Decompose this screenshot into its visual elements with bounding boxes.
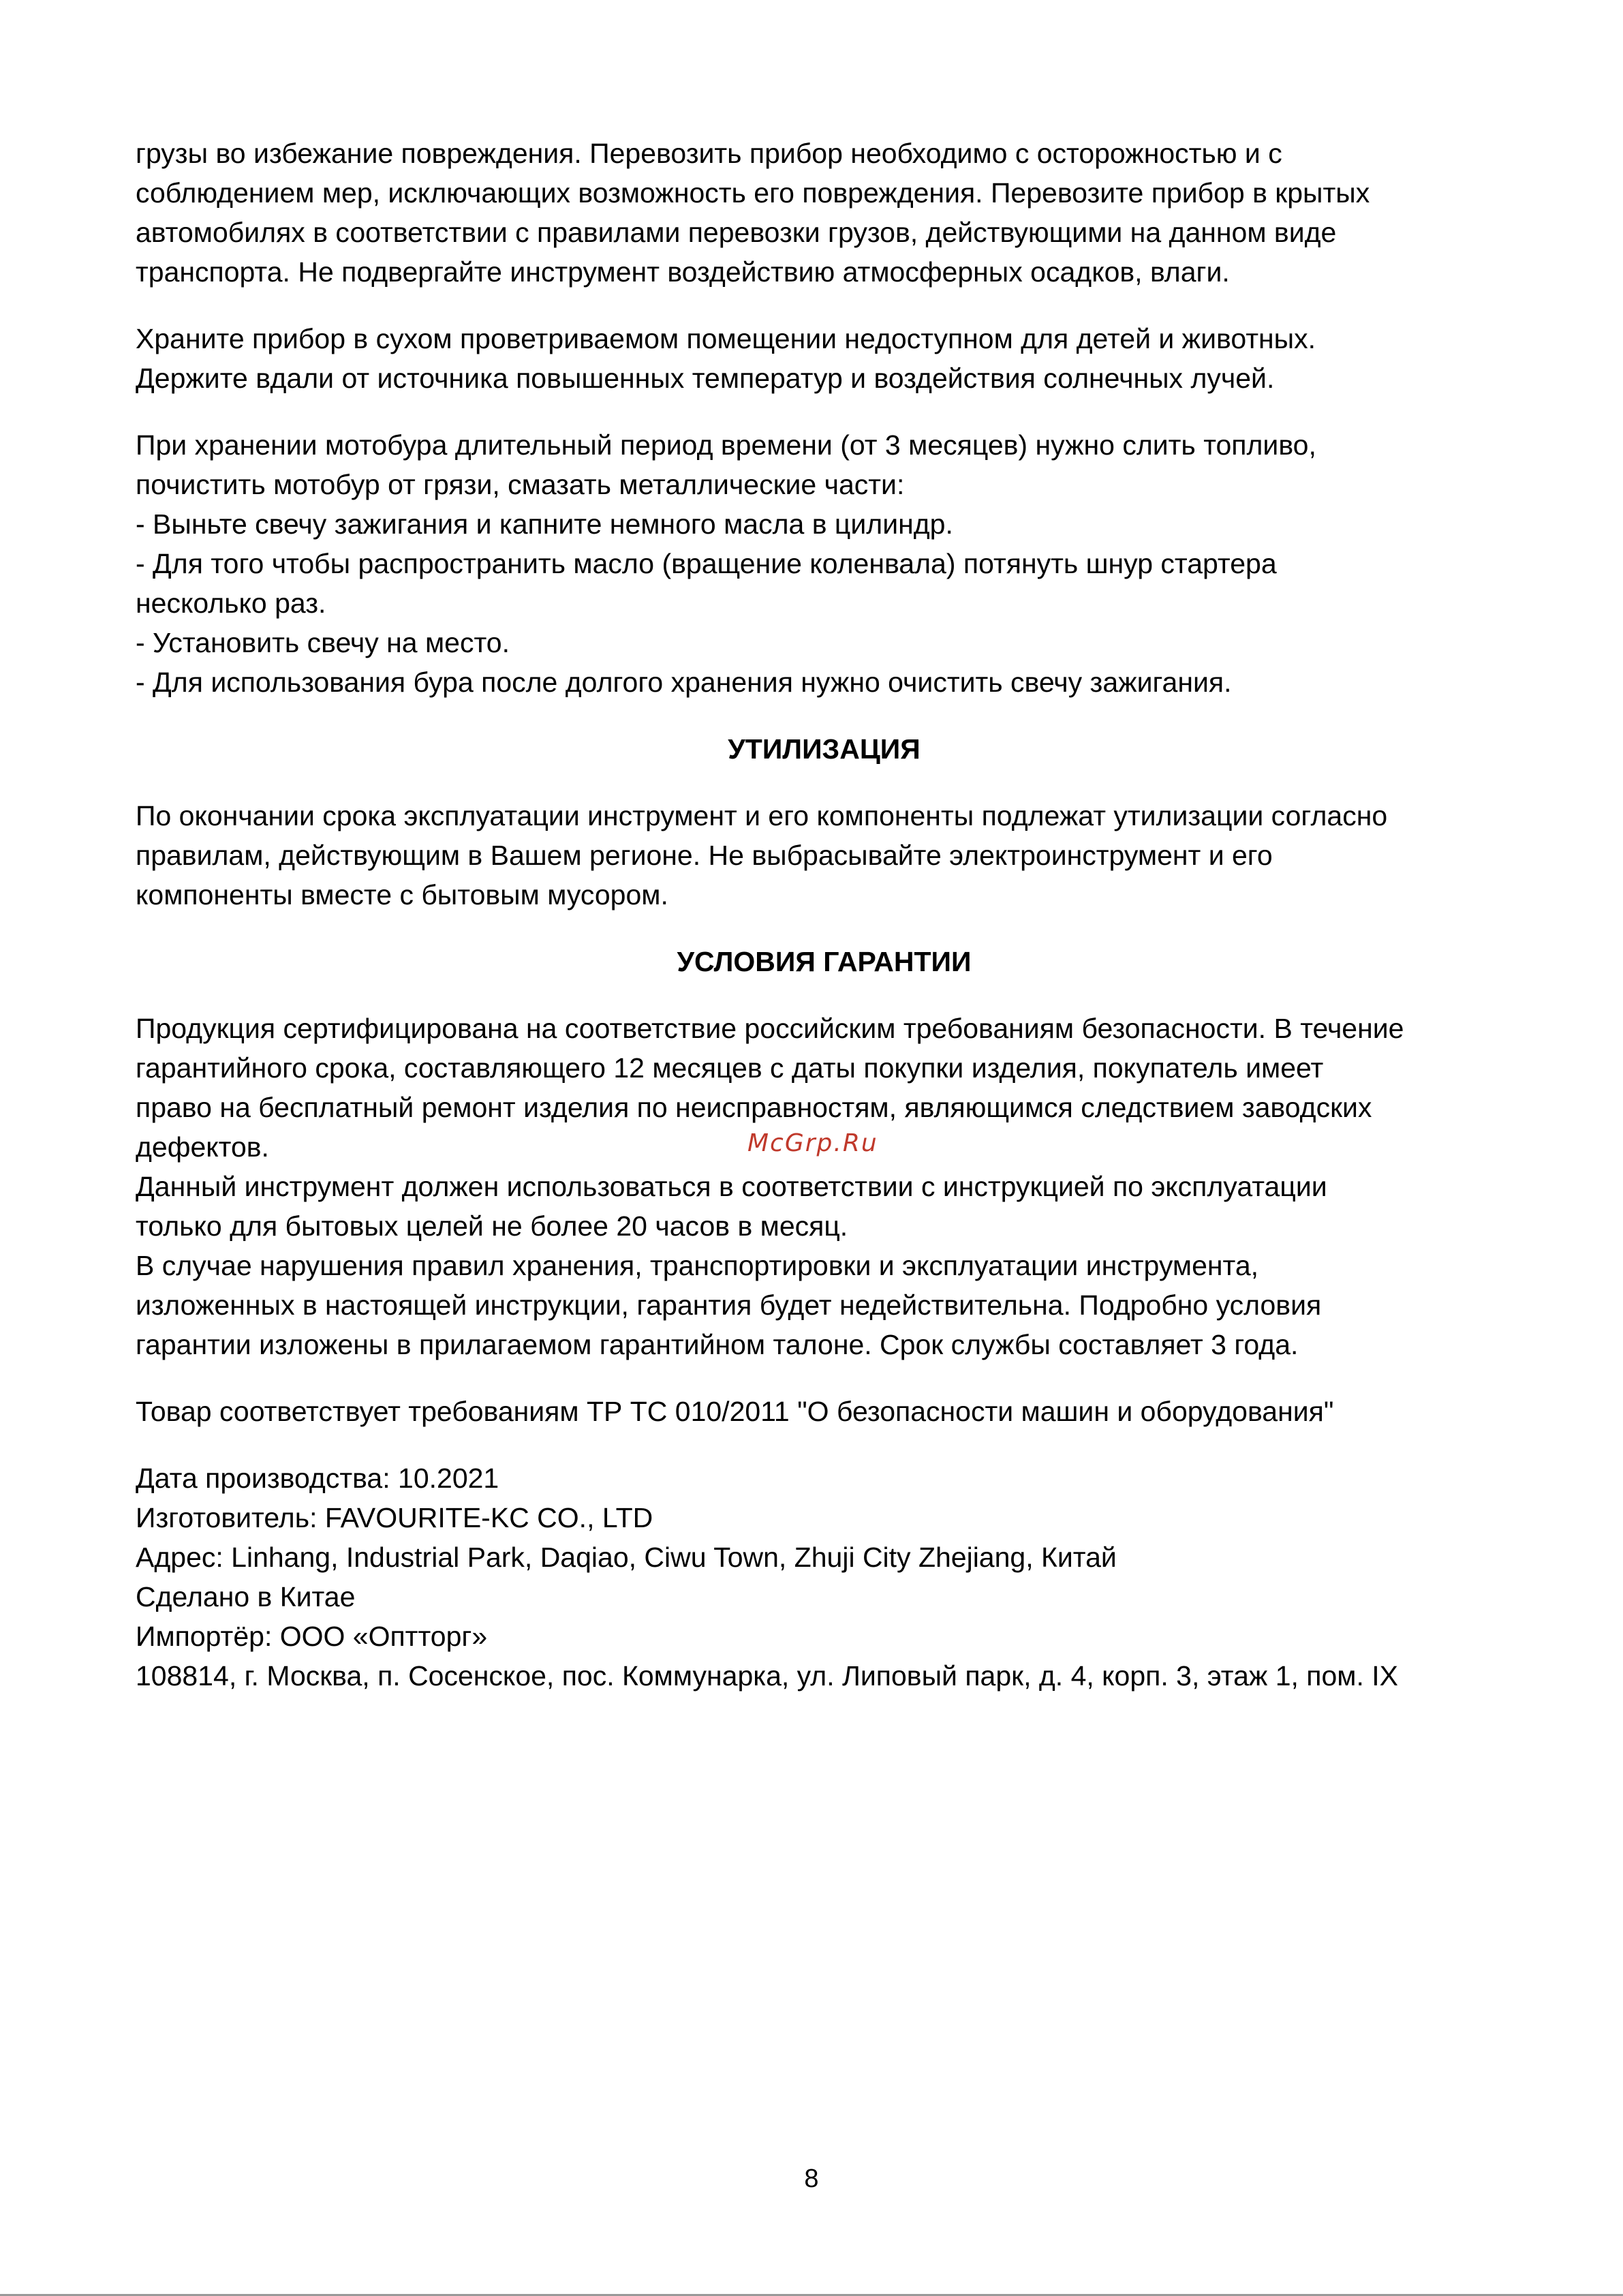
text-line: Данный инструмент должен использоваться в соответствии с инструкцией по эксплуатации: [136, 1171, 1327, 1202]
text-line: изложенных в настоящей инструкции, гарантия будет недействительна. Подробно условия: [136, 1289, 1322, 1321]
page-number: 8: [804, 2164, 819, 2193]
long-storage-paragraph: [136, 425, 1519, 702]
text-line: компоненты вместе с бытовым мусором.: [136, 879, 668, 910]
transport-paragraph: [136, 134, 1519, 292]
storage-paragraph: [136, 319, 1519, 398]
list-item: - Для того чтобы распространить масло (вращение коленвала) потянуть шнур стартера: [136, 548, 1277, 579]
text-line: транспорта. Не подвергайте инструмент воздействию атмосферных осадков, влаги.: [136, 256, 1230, 288]
text-line: В случае нарушения правил хранения, транспортировки и эксплуатации инструмента,: [136, 1250, 1259, 1281]
text-line: соблюдением мер, исключающих возможность его повреждения. Перевозите прибор в крытых: [136, 177, 1370, 209]
compliance-paragraph: [136, 1392, 1519, 1431]
text-line: Храните прибор в сухом проветриваемом помещении недоступном для детей и животных.: [136, 323, 1316, 354]
text-line: грузы во избежание повреждения. Перевозить прибор необходимо с осторожностью и с: [136, 138, 1282, 169]
text-line: гарантии изложены в прилагаемом гарантийном талоне. Срок службы составляет 3 года.: [136, 1329, 1299, 1360]
warranty-heading: УСЛОВИЯ ГАРАНТИИ: [677, 946, 972, 977]
text-line: несколько раз.: [136, 587, 326, 619]
text-line: Продукция сертифицирована на соответствие российским требованиям безопасности. В течение: [136, 1013, 1404, 1044]
text-line: Держите вдали от источника повышенных температур и воздействия солнечных лучей.: [136, 363, 1275, 394]
text-line: При хранении мотобура длительный период времени (от 3 месяцев) нужно слить топливо,: [136, 429, 1316, 461]
text-line: По окончании срока эксплуатации инструмент и его компоненты подлежат утилизации согласно: [136, 800, 1388, 831]
text-line: гарантийного срока, составляющего 12 месяцев с даты покупки изделия, покупатель имеет: [136, 1052, 1324, 1084]
list-item: - Для использования бура после долгого хранения нужно очистить свечу зажигания.: [136, 667, 1232, 698]
text-line: Товар соответствует требованиям ТР ТС 010/2011 "О безопасности машин и оборудования": [136, 1396, 1334, 1427]
country-of-origin: Сделано в Китае: [136, 1581, 356, 1612]
importer-name: Импортёр: ООО «Оптторг»: [136, 1621, 488, 1652]
production-date: Дата производства: 10.2021: [136, 1463, 499, 1494]
text-line: право на бесплатный ремонт изделия по неисправностям, являющимся следствием заводских: [136, 1092, 1372, 1123]
manufacturer-name: Изготовитель: FAVOURITE-KC CO., LTD: [136, 1502, 653, 1533]
text-line: автомобилях в соответствии с правилами перевозки грузов, действующими на данном виде: [136, 217, 1337, 248]
disposal-heading: УТИЛИЗАЦИЯ: [728, 733, 921, 765]
list-item: - Выньте свечу зажигания и капните немного масла в цилиндр.: [136, 508, 953, 540]
text-line: дефектов.: [136, 1131, 269, 1163]
text-line: правилам, действующим в Вашем регионе. Не выбрасывайте электроинструмент и его: [136, 840, 1273, 871]
text-line: только для бытовых целей не более 20 часов в месяц.: [136, 1210, 848, 1242]
warranty-paragraph: [136, 1009, 1519, 1364]
text-line: почистить мотобур от грязи, смазать металлические части:: [136, 469, 905, 500]
disposal-paragraph: [136, 796, 1519, 915]
manufacturer-address: Адрес: Linhang, Industrial Park, Daqiao, Ciwu Town, Zhuji City Zhejiang, Китай: [136, 1542, 1117, 1573]
manufacturer-info: [136, 1458, 1519, 1696]
list-item: - Установить свечу на место.: [136, 627, 510, 658]
watermark-text: McGrp.Ru: [747, 1129, 878, 1157]
importer-address: 108814, г. Москва, п. Сосенское, пос. Коммунарка, ул. Липовый парк, д. 4, корп. 3, этаж 1, пом. IX: [136, 1660, 1398, 1692]
document-page: [136, 134, 1519, 1723]
